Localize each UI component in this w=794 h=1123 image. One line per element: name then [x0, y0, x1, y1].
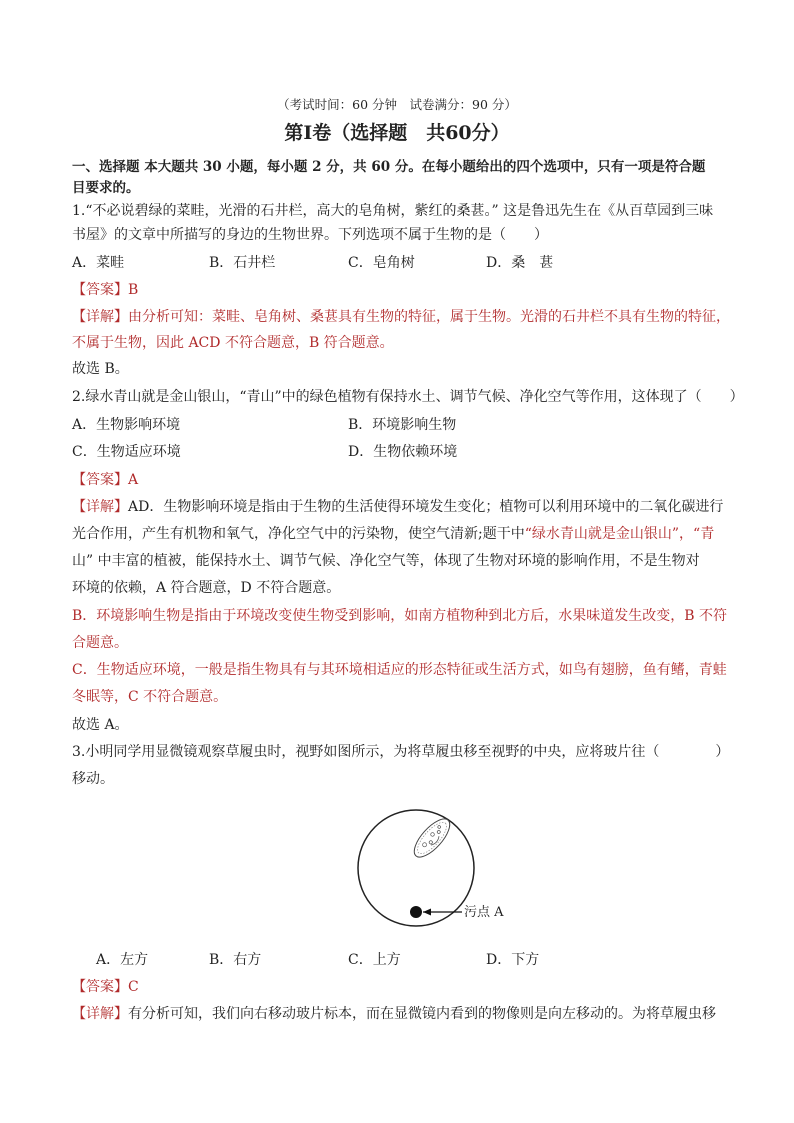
q1-detail-line-1 [72, 308, 730, 326]
detail-tag: 【详解】 [72, 1006, 128, 1022]
q2-option-c: C．生物适应环境 [72, 444, 181, 460]
microscope-field-figure [356, 808, 516, 948]
q2-detail-line-3: 山” 中丰富的植被，能保持水土、调节气候、净化空气等，体现了生物对环境的影响作用，不是生物对 [72, 553, 700, 569]
q1-answer [72, 281, 138, 299]
q1-option-a: A．菜畦 [72, 255, 125, 271]
microscope-field-svg [356, 808, 516, 948]
exam-meta: （考试时间：60 分钟 试卷满分：90 分） [277, 97, 517, 112]
detail-text: 光合作用，产生有机物和氧气，净化空气中的污染物，使空气清新;题干中 [72, 526, 525, 542]
q3-option-b: B．右方 [209, 952, 262, 968]
instructions-line-1: 一、选择题 本大题共 30 小题，每小题 2 分，共 60 分。在每小题给出的四个选项中，只有一项是符合题 [72, 159, 706, 175]
q2-stem: 2.绿水青山就是金山银山，“青山”中的绿色植物有保持水土、调节气候、净化空气等作用，这体现了（ ） [72, 389, 744, 405]
q3-option-d: D．下方 [486, 952, 540, 968]
detail-tag: 【详解】 [72, 499, 128, 515]
answer-tag: 【答案】 [72, 979, 128, 995]
q2-answer [72, 471, 138, 489]
q1-detail-line-2: 不属于生物，因此 ACD 不符合题意，B 符合题意。 [72, 335, 394, 351]
q1-option-b: B．石井栏 [209, 255, 276, 271]
section-title: 第Ⅰ卷（选择题 共60分） [284, 122, 510, 144]
instructions-line-2: 目要求的。 [72, 180, 140, 196]
q1-stem-line-2: 书屋》的文章中所描写的身边的生物世界。下列选项不属于生物的是（ ） [72, 227, 548, 243]
q3-detail-line-1 [72, 1005, 716, 1023]
q2-detail-line-5: B．环境影响生物是指由于环境改变使生物受到影响，如南方植物种到北方后，水果味道发生改变，B 不符 [72, 608, 728, 624]
q1-stem-line-1: 1.“不必说碧绿的菜畦，光滑的石井栏，高大的皂角树，紫红的桑葚。” 这是鲁迅先生在《从百草园到三味 [72, 203, 714, 219]
q1-option-c: C．皂角树 [348, 255, 415, 271]
q2-detail-line-4: 环境的依赖，A 符合题意，D 不符合题意。 [72, 580, 341, 596]
arrow-head-icon [423, 909, 431, 916]
detail-text: 有分析可知，我们向右移动玻片标本，而在显微镜内看到的物像则是向左移动的。为将草履虫移 [128, 1006, 716, 1022]
answer-tag: 【答案】 [72, 472, 128, 488]
answer-tag: 【答案】 [72, 282, 128, 298]
q2-detail-line-8: 冬眠等，C 不符合题意。 [72, 689, 228, 705]
q2-detail-line-6: 合题意。 [72, 635, 128, 651]
answer-value: C [128, 979, 139, 995]
detail-quote: “绿水青山就是金山银山”，“青 [524, 526, 715, 542]
q2-option-b: B．环境影响生物 [348, 417, 457, 433]
q3-answer [72, 978, 139, 996]
answer-value: B [128, 282, 139, 298]
figure-label: 污点 A [464, 905, 504, 920]
q1-option-d: D．桑 葚 [486, 255, 554, 271]
q2-option-d: D．生物依赖环境 [348, 444, 458, 460]
q3-option-c: C．上方 [348, 952, 401, 968]
detail-tag: 【详解】 [72, 309, 128, 325]
q3-stem-line-2: 移动。 [72, 771, 114, 787]
detail-text: 由分析可知：菜畦、皂角树、桑葚具有生物的特征，属于生物。光滑的石井栏不具有生物的特征， [128, 309, 730, 325]
q2-option-a: A．生物影响环境 [72, 417, 181, 433]
q3-stem-line-1: 3.小明同学用显微镜观察草履虫时，视野如图所示，为将草履虫移至视野的中央，应将玻片往（ ） [72, 744, 730, 760]
paramecium-icon [409, 813, 456, 862]
q2-choose: 故选 A。 [72, 717, 129, 733]
q3-option-a: A．左方 [96, 952, 149, 968]
q2-detail-line-2 [72, 525, 714, 543]
detail-text: AD．生物影响环境是指由于生物的生活使得环境发生变化；植物可以利用环境中的二氧化碳进行 [128, 499, 724, 515]
q1-choose: 故选 B。 [72, 361, 129, 377]
answer-value: A [128, 472, 139, 488]
q2-detail-line-7: C．生物适应环境，一般是指生物具有与其环境相适应的形态特征或生活方式，如鸟有翅膀，鱼有鳍，青蛙 [72, 662, 727, 678]
stain-dot [410, 906, 422, 918]
q2-detail-line-1 [72, 498, 723, 516]
